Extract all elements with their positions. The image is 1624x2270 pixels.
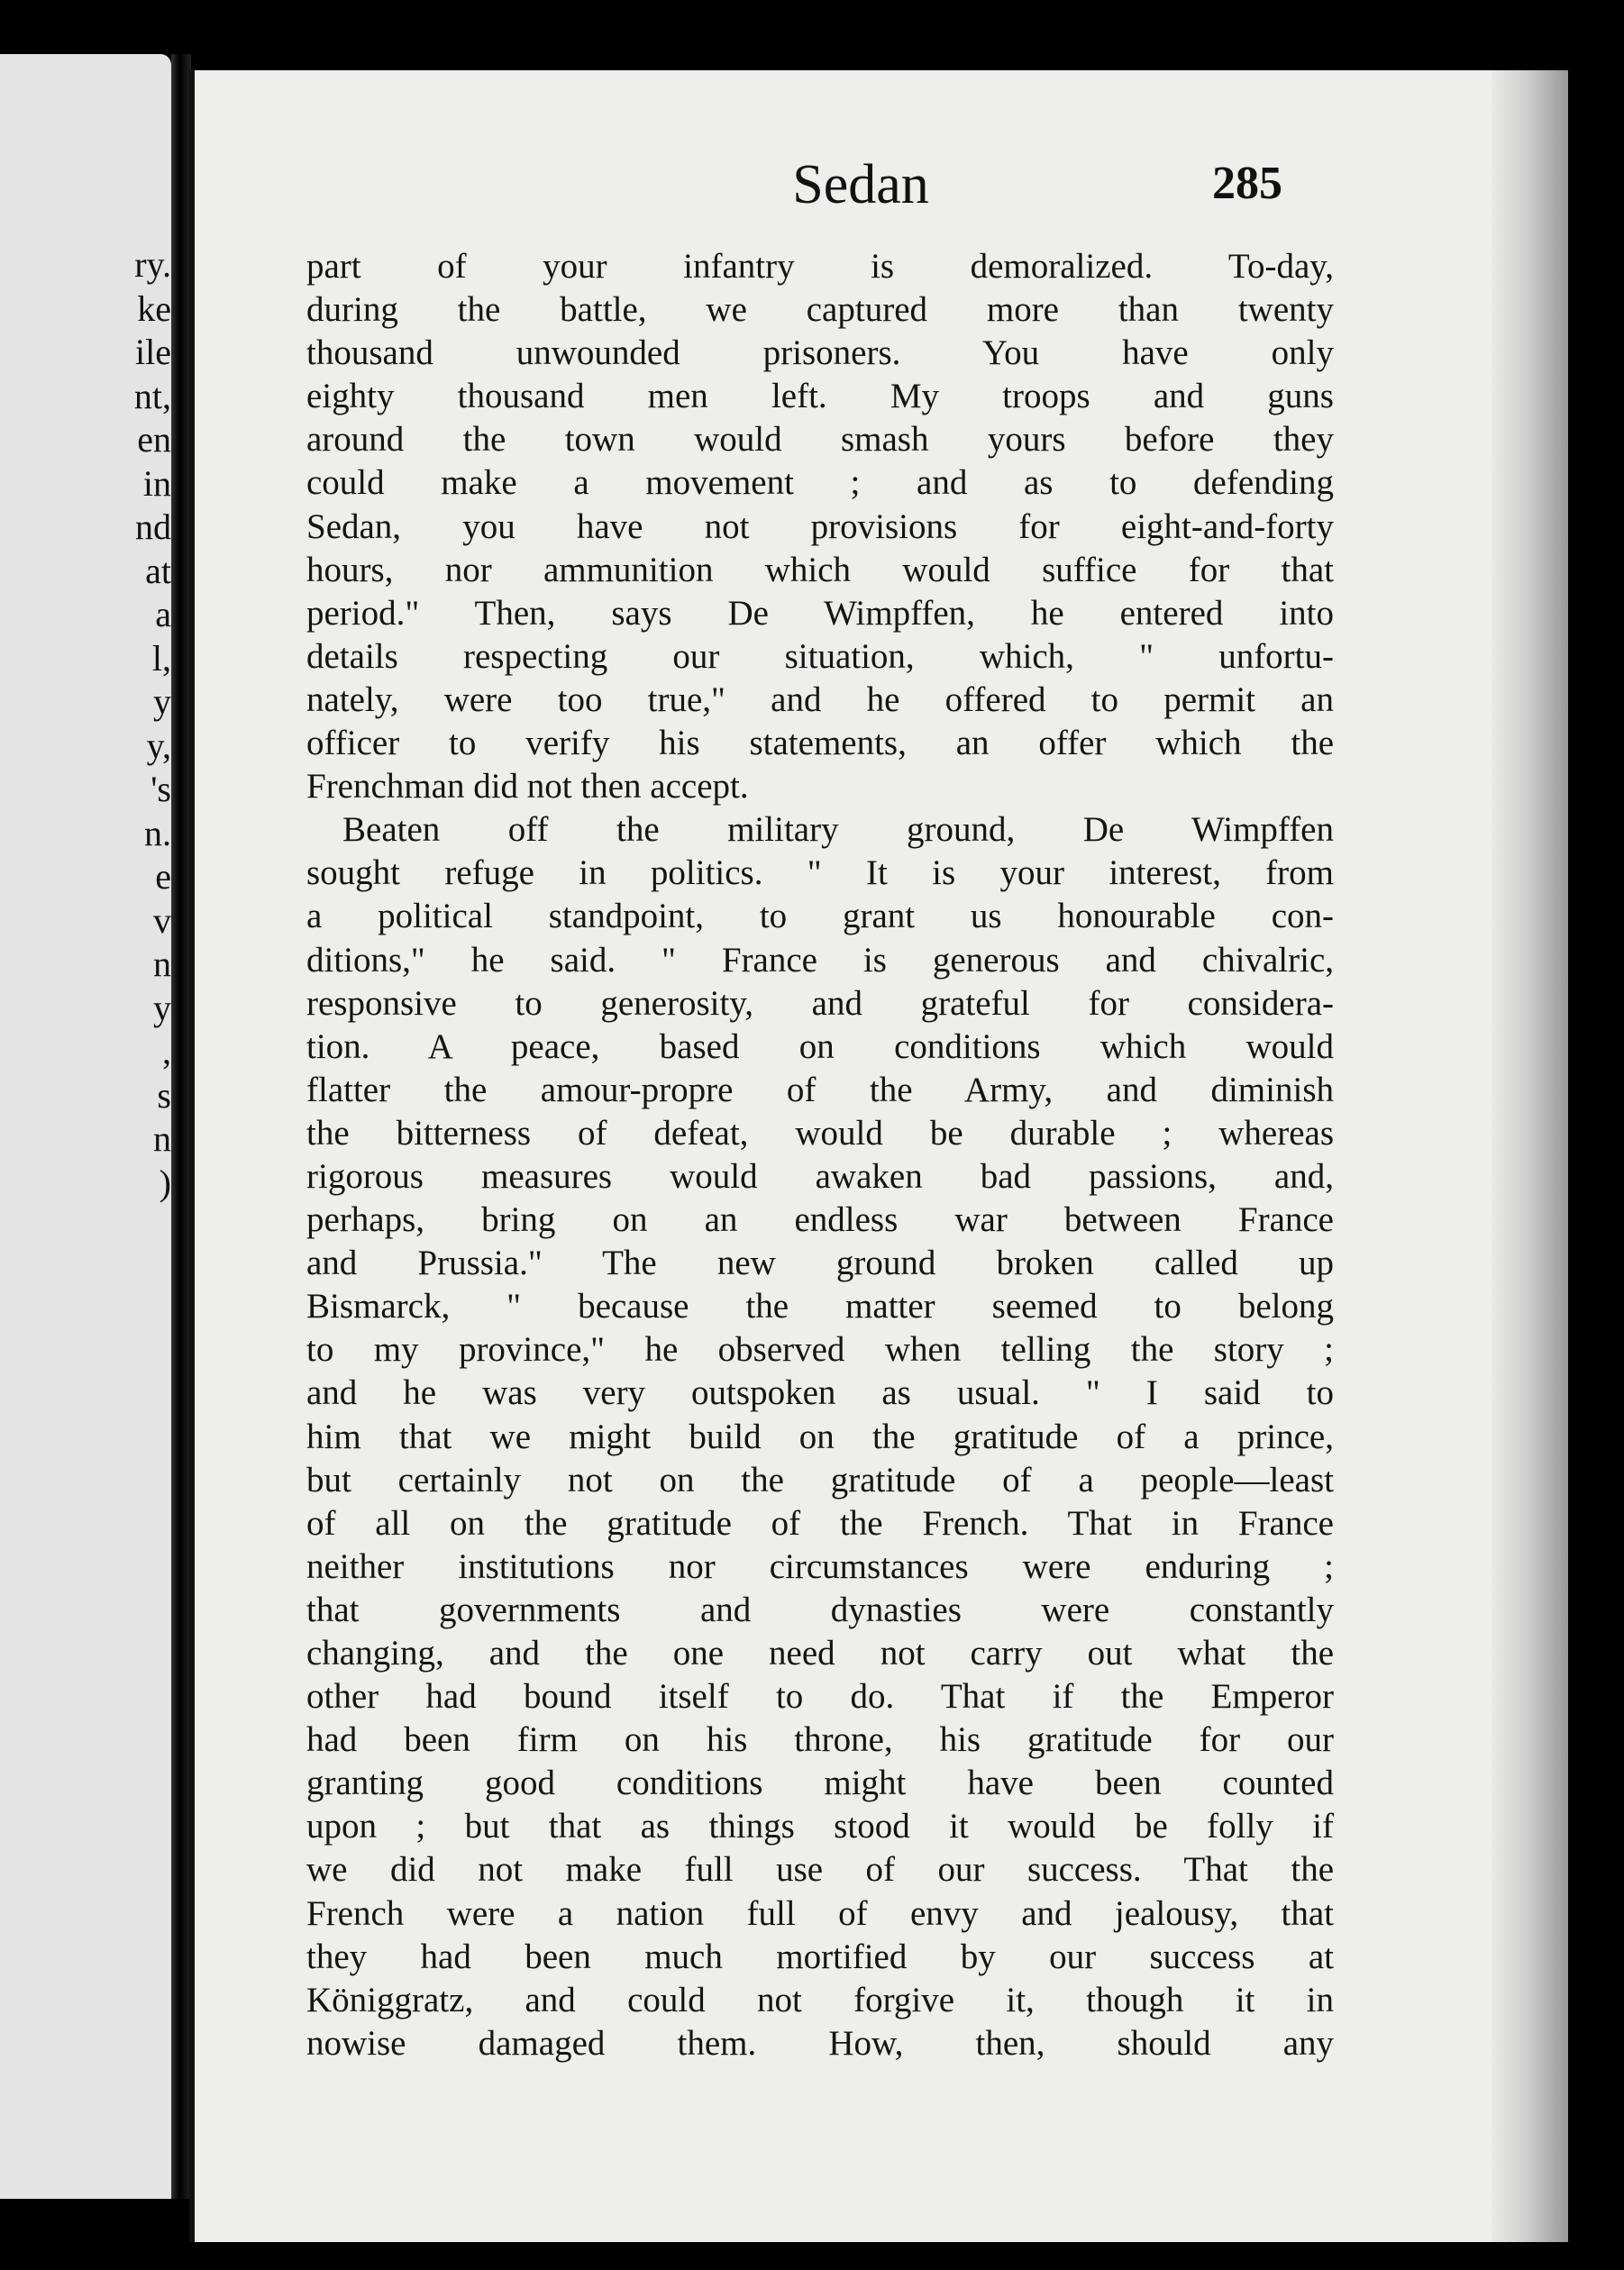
left-page-fragment: e [155,856,171,897]
left-page [0,54,171,2199]
left-page-fragment: v [153,899,171,941]
left-page-fragment: at [145,550,171,591]
text-line: eighty thousand men left. My troops and guns [306,377,1334,416]
text-line: the bitterness of defeat, would be durable ; whereas [306,1113,1334,1153]
text-line: upon ; but that as things stood it would be folly if [306,1807,1334,1846]
text-line: but certainly not on the gratitude of a people—least [306,1460,1334,1500]
running-head [189,153,1532,225]
left-page-fragment: n. [144,812,171,853]
text-line: hours, nor ammunition which would suffice for that [306,550,1334,589]
left-page-fragment: , [162,1031,171,1071]
text-line: details respecting our situation, which, " unfortu- [306,636,1334,676]
text-line: Beaten off the military ground, De Wimpffen [342,810,1334,850]
text-line: and Prussia." The new ground broken called up [306,1244,1334,1283]
text-line: perhaps, bring on an endless war between France [306,1200,1334,1240]
text-line: and he was very outspoken as usual. " I said to [306,1373,1334,1413]
text-line: a political standpoint, to grant us honourable con- [306,897,1334,936]
left-page-fragment: 's [151,769,171,809]
text-line: sought refuge in politics. " It is your interest, from [306,853,1334,893]
text-line: period." Then, says De Wimpffen, he entered into [306,593,1334,633]
text-line: Sedan, you have not provisions for eight-and-forty [306,506,1334,546]
page-title: Sedan [792,154,929,215]
left-page-fragment: l, [151,637,171,679]
text-line: we did not make full use of our success. That the [306,1850,1334,1890]
left-page-fragment: n [153,944,171,984]
left-page-fragment: a [155,594,171,634]
left-page-fragment: s [157,1074,171,1116]
left-page-fragment: ) [159,1162,171,1203]
text-line: granting good conditions might have been counted [306,1764,1334,1803]
text-line: that governments and dynasties were constantly [306,1590,1334,1629]
left-page-fragment: nd [135,506,171,547]
text-line: tion. A peace, based on conditions which would [306,1026,1334,1066]
page-number: 285 [1212,158,1282,209]
left-page-fragment: y [153,681,171,722]
text-line: responsive to generosity, and grateful for considera- [306,983,1334,1023]
left-page-fragment: y, [146,725,171,766]
left-page-fragment: ile [135,332,171,372]
text-line: ditions," he said. " France is generous and chivalric, [306,940,1334,980]
text-line: nately, were too true," and he offered to permit an [306,679,1334,719]
text-line: of all on the gratitude of the French. That in France [306,1503,1334,1543]
left-page-fragment: ke [137,287,171,329]
text-line: around the town would smash yours before they [306,420,1334,460]
book-gutter [171,54,191,2199]
text-line: flatter the amour-propre of the Army, and diminish [306,1070,1334,1109]
text-line: had been firm on his throne, his gratitude for our [306,1720,1334,1760]
page-edge-shadow [1492,70,1568,2242]
text-line: rigorous measures would awaken bad passions, and, [306,1156,1334,1196]
left-page-fragment: in [142,462,171,504]
left-page-fragment: nt, [133,375,171,416]
body-text [306,245,1334,2065]
text-line: nowise damaged them. How, then, should any [306,2023,1334,2063]
text-line: to my province," he observed when telling the story ; [306,1330,1334,1370]
text-line: neither institutions nor circumstances were enduring ; [306,1546,1334,1586]
text-line: other had bound itself to do. That if the Emperor [306,1677,1334,1717]
text-line: him that we might build on the gratitude of a prince, [306,1417,1334,1456]
text-line: officer to verify his statements, an offer which the [306,724,1334,763]
text-line: part of your infantry is demoralized. To-day, [306,247,1334,286]
text-line: Bismarck, " because the matter seemed to belong [306,1287,1334,1326]
left-page-fragment: y [153,987,171,1028]
left-page-fragment: n [153,1118,171,1159]
text-line: during the battle, we captured more than twenty [306,290,1334,330]
left-page-fragment: en [137,419,171,460]
text-line: French were a nation full of envy and jealousy, that [306,1893,1334,1933]
text-line: Königgratz, and could not forgive it, though it in [306,1980,1334,2019]
left-page-fragment: ry. [134,244,171,285]
left-page-text-fragments [117,243,171,1205]
text-line: could make a movement ; and as to defending [306,463,1334,503]
text-line: changing, and the one need not carry out what the [306,1634,1334,1673]
text-line: they had been much mortified by our success at [306,1937,1334,1976]
text-line: thousand unwounded prisoners. You have only [306,333,1334,373]
text-line: Frenchman did not then accept. [306,767,749,807]
